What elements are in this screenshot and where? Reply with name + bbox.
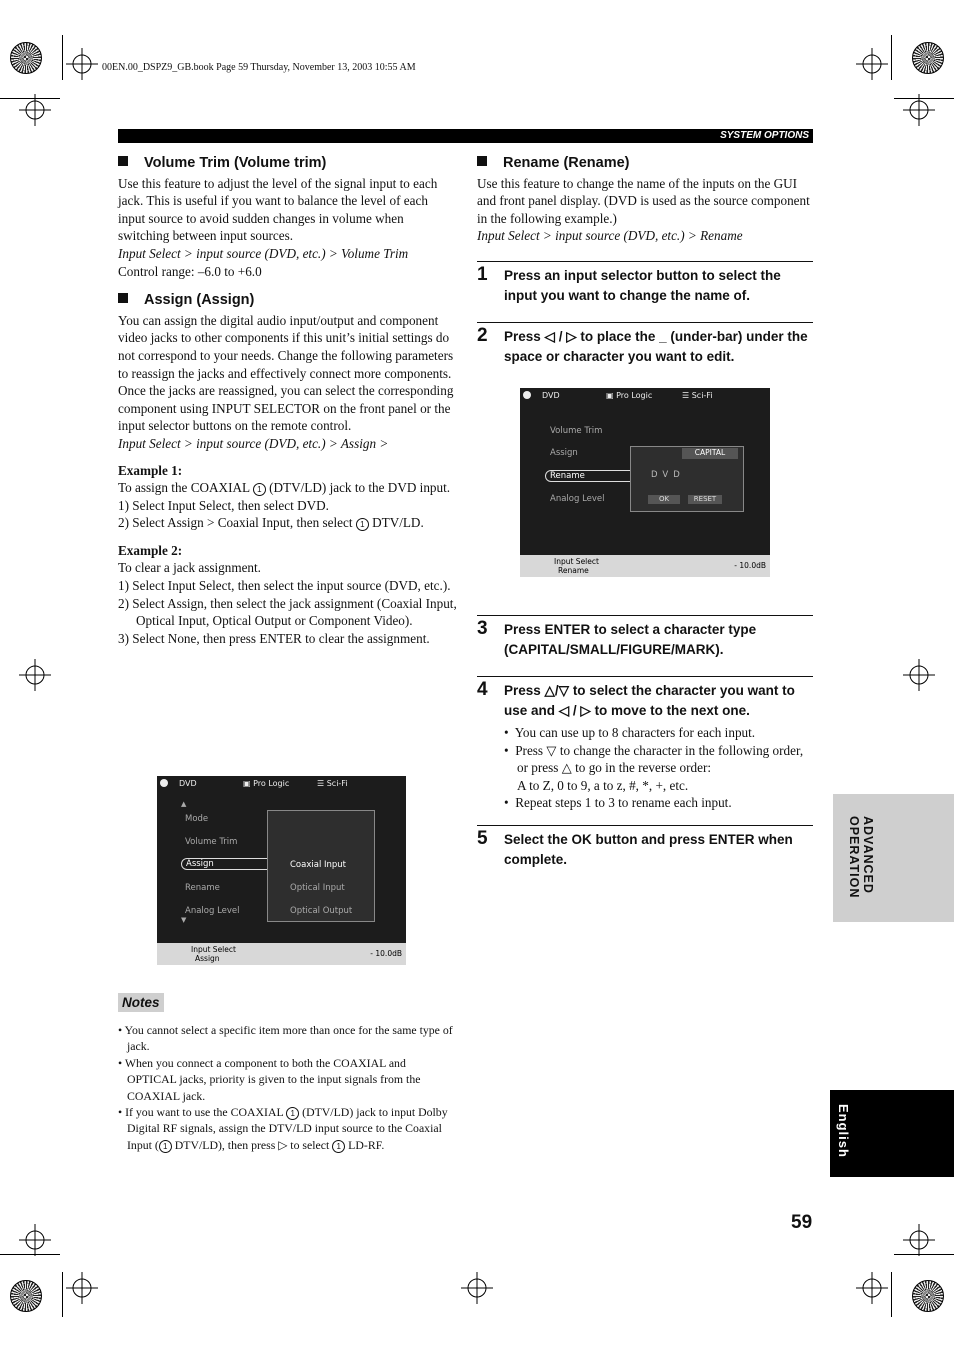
step-2-text: Press ◁ / ▷ to place the _ (under-bar) under the space or character you want to edit. <box>504 329 808 364</box>
step-number: 1 <box>477 264 488 285</box>
step-3 <box>477 615 813 659</box>
list-item: 3) Select None, then press ENTER to clear the assignment. <box>118 630 430 646</box>
gui-screenshot-rename <box>520 388 770 577</box>
step-number: 3 <box>477 618 488 639</box>
screen-status-bar: DVD ▣ Pro Logic ☰ Sci-Fi <box>157 776 406 792</box>
left-column <box>118 155 458 647</box>
side-tab-english: English <box>830 1090 954 1177</box>
assign-path: Input Select > input source (DVD, etc.) > Assign > <box>118 435 389 451</box>
example-2-title: Example 2: <box>118 542 183 558</box>
rename-path: Input Select > input source (DVD, etc.) > Rename <box>477 228 743 244</box>
name-field: DVD <box>651 470 685 480</box>
menu-item-analog-level: Analog Level <box>550 494 605 504</box>
volume-trim-range: Control range: –6.0 to +6.0 <box>118 263 262 279</box>
right-triangle-icon: ▷ <box>278 1137 288 1152</box>
example-1-intro: To assign the COAXIAL 1 (DTV/LD) jack to the DVD input. <box>118 480 451 496</box>
left-triangle-icon: ◁ <box>558 702 570 718</box>
list-item: 2) Select Assign, then select the jack assignment (Coaxial Input, Optical Input, Optical Output or Component Video). <box>118 595 457 629</box>
step-number: 5 <box>477 828 488 849</box>
menu-item-volume-trim: Volume Trim <box>550 426 603 436</box>
side-tab-advanced-operation: ADVANCED OPERATION <box>833 794 954 922</box>
square-bullet-icon <box>118 156 128 166</box>
gui-screenshot-assign: DVD ▣ Pro Logic ☰ Sci-Fi ▲ Mode Volume Trim Assign Rename Analog Level ▼ Coaxial Input Optical Input Optical Output Input Select Assign - 10.0dB <box>157 776 406 965</box>
circled-one-icon: 1 <box>356 518 369 531</box>
step-number: 2 <box>477 325 488 346</box>
screen-footer: Input Select Rename - 10.0dB <box>520 555 770 577</box>
up-triangle-icon: △ <box>561 760 572 776</box>
circled-one-icon: 1 <box>286 1107 299 1120</box>
notes-label: Notes <box>118 993 164 1012</box>
step-5-text: Select the OK button and press ENTER when complete. <box>504 832 793 867</box>
page-number: 59 <box>791 1212 813 1233</box>
step-4-bullets <box>504 724 813 812</box>
list-item: • When you connect a component to both the COAXIAL and OPTICAL jacks, priority is given to the input signals from the COAXIAL jack. <box>118 1055 421 1103</box>
sub-item-optical-input: Optical Input <box>290 883 345 893</box>
heading-assign: Assign (Assign) <box>118 292 458 310</box>
ok-button: OK <box>648 495 680 504</box>
list-item: • You can use up to 8 characters for each input. <box>504 725 756 740</box>
sub-item-optical-output: Optical Output <box>290 906 353 916</box>
section-header-bar <box>118 129 813 143</box>
example-2-steps <box>118 577 458 647</box>
list-item: 1) Select Input Select, then select the input source (DVD, etc.). <box>118 578 451 594</box>
heading-rename: Rename (Rename) <box>477 155 813 173</box>
list-item: • You cannot select a specific item more than once for the same type of jack. <box>118 1023 453 1054</box>
list-item: • If you want to use the COAXIAL 1 (DTV/LD) jack to input Dolby Digital RF signals, assign the DTV/LD input source to the Coaxial Input ( 1 DTV/LD), then press ▷ to select 1 LD-RF. <box>118 1105 448 1152</box>
step-5 <box>477 825 813 869</box>
step-2 <box>477 322 813 366</box>
right-column <box>477 155 813 245</box>
up-down-triangle-icon: △/▽ <box>544 683 570 698</box>
example-1-title: Example 1: <box>118 462 183 478</box>
step-1-text: Press an input selector button to select the input you want to change the name of. <box>504 268 781 303</box>
menu-item-assign: Assign <box>181 858 296 870</box>
list-item: 2) Select Assign > Coaxial Input, then select 1 DTV/LD. <box>118 515 424 531</box>
section-title: SYSTEM OPTIONS <box>720 130 809 141</box>
volume-trim-path: Input Select > input source (DVD, etc.) > Volume Trim <box>118 245 409 261</box>
menu-item-rename: Rename <box>545 470 639 482</box>
list-item: • Repeat steps 1 to 3 to rename each input. <box>504 795 732 811</box>
example-1-steps <box>118 497 458 532</box>
step-4 <box>477 676 813 812</box>
down-triangle-icon: ▽ <box>546 742 557 758</box>
list-item: 1) Select Input Select, then select DVD. <box>118 497 329 513</box>
right-triangle-icon: ▷ <box>580 702 591 718</box>
print-info: 00EN.00_DSPZ9_GB.book Page 59 Thursday, November 13, 2003 10:55 AM <box>102 62 416 73</box>
screen-footer: Input Select Assign - 10.0dB <box>157 943 406 965</box>
assign-body-1: You can assign the digital audio input/output and component video jacks to other components if this unit’s initial settings do not correspond to your needs. Change the following parameters to reassign the jacks and effectively connect more components. <box>118 312 454 381</box>
left-triangle-icon: ◁ <box>544 329 555 344</box>
square-bullet-icon <box>118 293 128 303</box>
circled-one-icon: 1 <box>332 1140 345 1153</box>
step-number: 4 <box>477 679 488 700</box>
menu-item-mode: Mode <box>185 814 209 824</box>
list-item: • Press ▽ to change the character in the following order, or press △ to go in the reverse order: A to Z, 0 to 9, a to z, #, *, +, etc. <box>504 742 804 793</box>
circled-one-icon: 1 <box>159 1140 172 1153</box>
step-4-text: Press △/▽ to select the character you want to use and ◁ / ▷ to move to the next one. <box>504 683 795 718</box>
step-3-text: Press ENTER to select a character type (CAPITAL/SMALL/FIGURE/MARK). <box>504 622 757 657</box>
rename-body: Use this feature to change the name of the inputs on the GUI and front panel display. (DVD is used as the source component in the following example.) <box>477 175 810 226</box>
assign-body-2: Once the jacks are reassigned, you can select the corresponding component using INPUT SELECTOR on the front panel or the input selector buttons on the remote control. <box>118 383 454 434</box>
charset-label: CAPITAL <box>682 448 738 459</box>
menu-item-analog-level: Analog Level <box>185 906 240 916</box>
volume-trim-body: Use this feature to adjust the level of the signal input to each jack. This is useful if you want to balance the level of each input source to avoid sudden changes in volume when switching between input sources. <box>118 175 438 244</box>
sub-item-coaxial-input: Coaxial Input <box>290 860 347 870</box>
heading-volume-trim: Volume Trim (Volume trim) <box>118 155 458 173</box>
screen-status-bar: DVD ▣ Pro Logic ☰ Sci-Fi <box>520 388 770 404</box>
menu-item-volume-trim: Volume Trim <box>185 837 238 847</box>
notes-list <box>118 1022 458 1153</box>
circled-one-icon: 1 <box>253 483 266 496</box>
example-2-intro: To clear a jack assignment. <box>118 560 261 576</box>
menu-item-rename: Rename <box>185 883 220 893</box>
reset-button: RESET <box>688 495 722 504</box>
square-bullet-icon <box>477 156 487 166</box>
step-1 <box>477 261 813 305</box>
menu-item-assign: Assign <box>550 448 578 458</box>
right-triangle-icon: ▷ <box>566 329 577 344</box>
